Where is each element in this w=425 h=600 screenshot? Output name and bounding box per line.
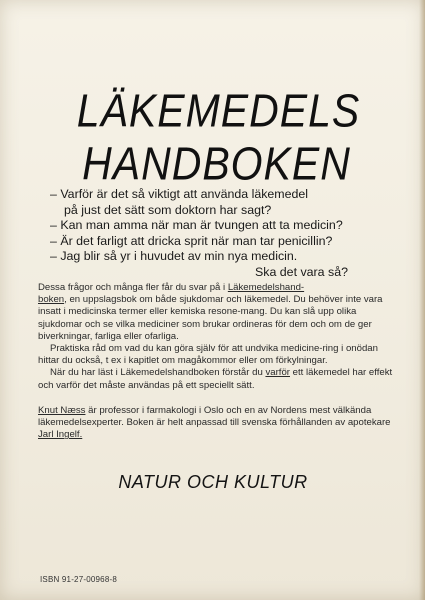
paragraph-3	[38, 367, 395, 391]
author-name: Knut Næss	[38, 404, 86, 416]
question-1: – Varför är det så viktigt att använda läkemedel	[50, 187, 309, 201]
question-2: – Kan man amma när man är tvungen att ta medicin?	[50, 218, 343, 232]
p1-text-a: Dessa frågor och många fler får du svar på i	[38, 282, 228, 293]
question-1-cont: på just det sätt som doktorn har sagt?	[64, 202, 272, 217]
paragraph-1	[38, 282, 395, 343]
paragraph-2: Praktiska råd om vad du kan göra själv för att undvika medicine-ring i onödan hittar du också, t ex i kapitlet om magåkommor eller om förkylningar.	[38, 343, 378, 367]
question-4: – Jag blir så yr i huvudet av min nya medicin.	[50, 249, 298, 263]
p3-underlined-word: varför	[265, 367, 290, 379]
paragraph-gap	[38, 392, 395, 405]
editor-name: Jarl Ingelf.	[38, 429, 83, 441]
question-4-cont: Ska det vara så?	[255, 264, 348, 279]
description-text	[38, 282, 395, 441]
title-line-2: HANDBOKEN	[82, 138, 351, 190]
publisher-name: NATUR OCH KULTUR	[118, 472, 308, 492]
question-list	[50, 187, 405, 280]
isbn-number: ISBN 91-27-00968-8	[40, 575, 117, 584]
p1-book-title-part2: boken	[38, 294, 65, 306]
p1-book-title-part1: Läkemedelshand-	[227, 282, 305, 293]
title-line-1: LÄKEMEDELS	[76, 85, 361, 137]
p3-text-a: När du har läst i Läkemedelshandboken förstår du	[50, 367, 266, 379]
p1-text-b: , en uppslagsbok om både sjukdomar och läkemedel. Du behöver inte vara insatt i medicinska termer eller kemiska resone-mang. Du kan slå upp olika sjukdomar och se vilka mediciner som brukar ordineras för dem och om de ger biverkningar, farliga eller ofarliga.	[38, 294, 383, 342]
p4-text-a: är professor i farmakologi i Oslo och en av Nordens mest välkända läkemedelsexperter. Boken är helt anpassad till svenska förhållanden av apotekare	[38, 404, 391, 429]
question-3: – Är det farligt att dricka sprit när man tar penicillin?	[50, 233, 333, 248]
p3-text-b: ett läkemedel har effekt och varför det måste användas på ett speciellt sätt.	[38, 367, 393, 391]
paragraph-4	[38, 405, 395, 442]
